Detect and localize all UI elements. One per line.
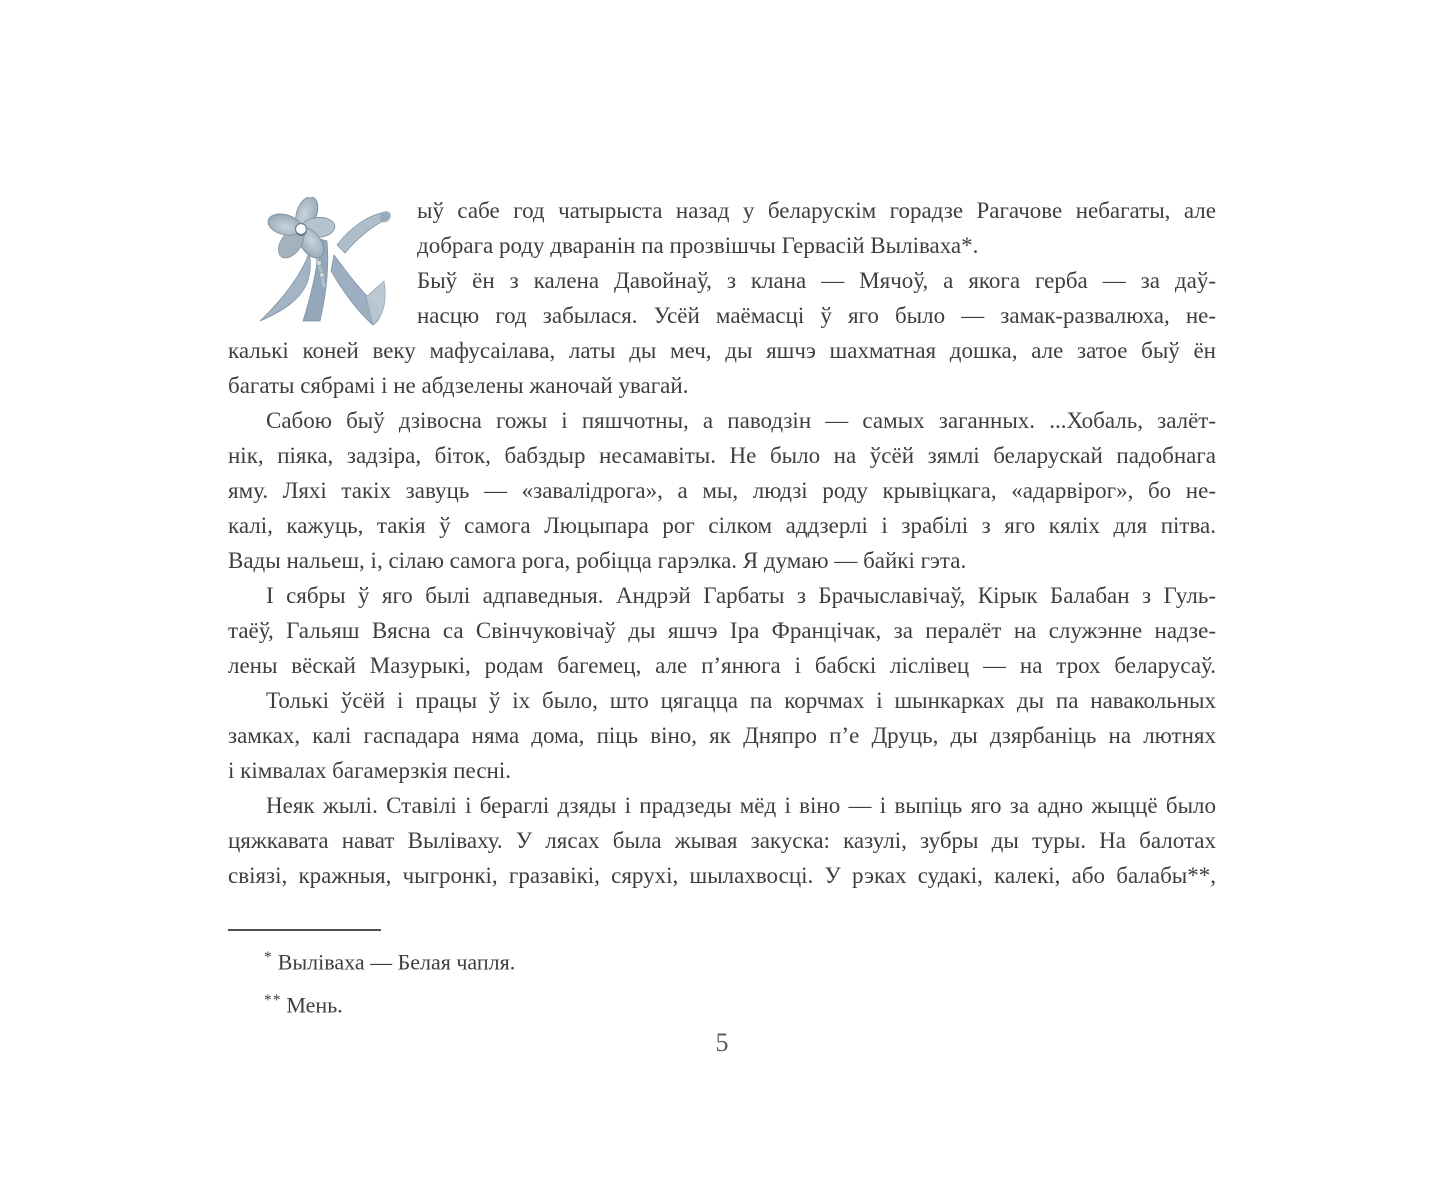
footnote-text: Выліваха — Белая чапля. [277, 949, 516, 975]
text-line: Неяк жылі. Ставілі і бераглі дзяды і прадзеды мёд і віно — і выпіць яго за адно жыццё было [266, 793, 1216, 818]
text-line: Быў ён з калена Давойнаў, з клана — Мячоў, а якога герба — за даў- [417, 268, 1216, 293]
text-line: Толькі ўсёй і працы ў іх было, што цягацца па корчмах і шынкарках ды па навакольных [266, 688, 1216, 713]
dropcap-flower-zh-icon [247, 197, 397, 327]
text-line: свіязі, кражныя, чыгронкі, гразавікі, сярухі, шылахвосці. У рэках судакі, калекі, або балабы**, [228, 863, 1216, 888]
paragraph [228, 403, 1216, 578]
text-line: і кімвалах багамерзкія песні. [228, 758, 511, 783]
text-line: таёў, Гальяш Вясна са Свінчуковічаў ды яшчэ Іра Францічак, за пералёт на служэнне надзе- [228, 618, 1216, 643]
text-line: лены вёскай Мазурыкі, родам багемец, але п’янюга і бабскі ліслівец — на трох беларусаў. [228, 653, 1216, 678]
paragraph [228, 578, 1216, 683]
text-block [228, 193, 1216, 893]
text-line: Вады нальеш, і, сілаю самога рога, робіцца гарэлка. Я думаю — байкі гэта. [228, 548, 967, 573]
page-number: 5 [715, 1028, 729, 1057]
text-line: калі, кажуць, такія ў самога Люцыпара рог сілком аддзерлі і зрабілі з яго кяліх для пітва. [228, 513, 1216, 538]
footnote-marker: * [264, 949, 273, 966]
footnote-text: Мень. [286, 992, 343, 1018]
text-line: замках, калі гаспадара няма дома, піць віно, як Дняпро п’е Друць, ды дзярбаніць на лютнях [228, 723, 1216, 748]
text-line: яму. Ляхі такіх завуць — «завалідрога», а мы, людзі роду крывіцкага, «адарвірог», бо не- [228, 478, 1216, 503]
dropcap-illustration [247, 197, 397, 327]
paragraph [228, 788, 1216, 893]
text-line: насцю год забылася. Усёй маёмасці ў яго было — замак-развалюха, не- [417, 303, 1216, 328]
footnote [228, 982, 1216, 1025]
paragraph [228, 683, 1216, 788]
footnotes-section [228, 929, 1216, 1024]
footnote-marker: ** [264, 991, 282, 1009]
text-line: ыў сабе год чатырыста назад у беларускім горадзе Рагачове небагаты, але [417, 198, 1216, 223]
text-line: багаты сябрамі і не абдзелены жаночай увагай. [228, 373, 689, 398]
text-line: калькі коней веку мафусаілава, латы ды меч, ды яшчэ шахматная дошка, але затое быў ён [228, 338, 1216, 363]
text-line: нік, піяка, задзіра, біток, бабздыр несамавіты. Не было на ўсёй зямлі беларускай падобнага [228, 443, 1216, 468]
footnote-separator [228, 929, 381, 931]
footnote [228, 939, 1216, 982]
text-line: І сябры ў яго былі адпаведныя. Андрэй Гарбаты з Брачыславічаў, Кірык Балабан з Гуль- [266, 583, 1216, 608]
text-line: цяжкавата нават Выліваху. У лясах была жывая закуска: казулі, зубры ды туры. На балотах [228, 828, 1216, 853]
footnotes-list [228, 939, 1216, 1024]
text-line: Сабою быў дзівосна гожы і пяшчотны, а паводзін — самых заганных. ...Хобаль, залёт- [266, 408, 1216, 433]
text-line: добрага роду дваранін па прозвішчы Гервасій Выліваха*. [417, 233, 979, 258]
